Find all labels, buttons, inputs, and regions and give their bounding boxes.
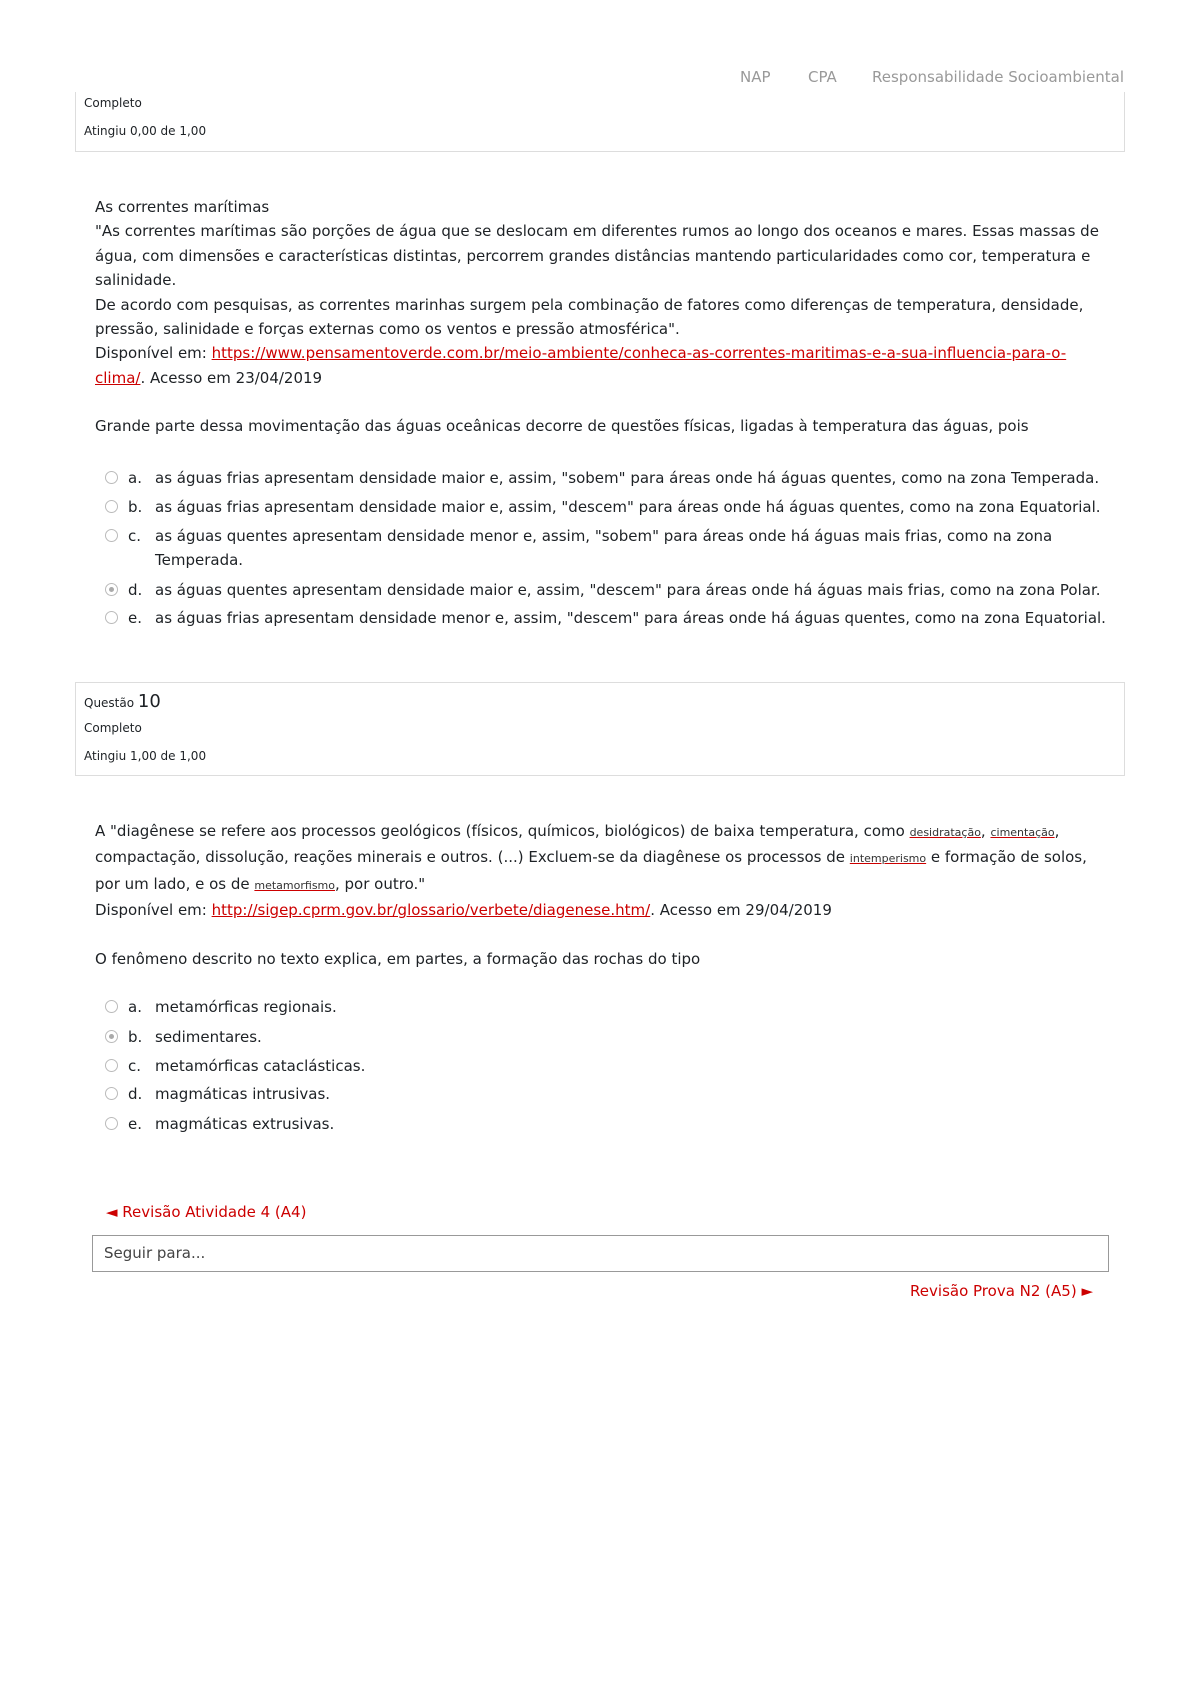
next-activity-link[interactable]: Revisão Prova N2 (A5) ► — [910, 1282, 1093, 1300]
question-10-text — [95, 819, 1105, 971]
option-text: as águas quentes apresentam densidade menor e, assim, "sobem" para áreas onde há águas mais frias, como na zona Temperada. — [155, 527, 1053, 569]
radio-button[interactable] — [105, 1087, 118, 1100]
question-prompt: Grande parte dessa movimentação das águas oceânicas decorre de questões físicas, ligadas à temperatura das águas, pois — [95, 417, 1029, 436]
option-letter: a. — [128, 469, 142, 487]
nav-responsabilidade[interactable]: Responsabilidade Socioambiental — [872, 68, 1125, 86]
source-label: Disponível em: — [95, 344, 212, 363]
option-letter: c. — [128, 1057, 142, 1075]
paragraph: De acordo com pesquisas, as correntes marinhas surgem pela combinação de fatores como diferenças de temperatura, densidade, pressão, salinidade e forças externas como os ventos e pressão atmosférica". — [95, 295, 1084, 339]
radio-button[interactable] — [105, 500, 118, 513]
option-text: as águas frias apresentam densidade maior e, assim, "sobem" para áreas onde há águas quentes, como na zona Temperada. — [155, 469, 1100, 487]
option-text: as águas quentes apresentam densidade maior e, assim, "descem" para áreas onde há águas mais frias, como na zona Polar. — [155, 581, 1101, 599]
answer-option[interactable] — [105, 1082, 1115, 1106]
status: Completo — [84, 721, 142, 735]
text: , — [980, 822, 991, 840]
radio-button[interactable] — [105, 611, 118, 624]
option-letter: d. — [128, 581, 143, 599]
source — [95, 341, 1105, 390]
option-text: magmáticas intrusivas. — [155, 1085, 331, 1103]
radio-button[interactable] — [105, 529, 118, 542]
access-date: . Acesso em 29/04/2019 — [650, 901, 832, 920]
radio-button[interactable] — [105, 1000, 118, 1013]
answer-option[interactable] — [105, 466, 1115, 490]
source-label: Disponível em: — [95, 901, 212, 920]
text: A "diagênese se refere aos processos geológicos (físicos, químicos, biológicos) de baixa temperatura, como — [95, 822, 910, 840]
paragraph: "As correntes marítimas são porções de água que se deslocam em diferentes rumos ao longo dos oceanos e mares. Essas massas de água, com dimensões e características distintas, percorrem grandes distâncias mantendo particularidades como cor, temperatura e salinidade. — [95, 222, 1099, 290]
question-label: Questão — [84, 696, 135, 710]
option-text: sedimentares. — [155, 1028, 262, 1046]
answer-option[interactable] — [105, 578, 1115, 602]
question-9-info — [75, 92, 1125, 152]
radio-button[interactable] — [105, 1117, 118, 1130]
radio-button[interactable] — [105, 583, 118, 596]
answer-option[interactable] — [105, 995, 1115, 1019]
nav-nap[interactable]: NAP — [740, 68, 771, 86]
question-10-info — [75, 682, 1125, 776]
glossary-link[interactable]: intemperismo — [849, 852, 927, 866]
option-text: as águas frias apresentam densidade menor e, assim, "descem" para áreas onde há águas quentes, como na zona Equatorial. — [155, 609, 1106, 627]
radio-button[interactable] — [105, 471, 118, 484]
answer-option[interactable] — [105, 1112, 1115, 1136]
text: , por outro." — [335, 874, 426, 893]
source-link[interactable]: https://www.pensamentoverde.com.br/meio-ambiente/conheca-as-correntes-maritimas-e-a-sua-influencia-para-o-clima/ — [95, 344, 1067, 387]
option-letter: b. — [128, 1028, 143, 1046]
answer-option[interactable] — [105, 524, 1115, 572]
option-letter: e. — [128, 1115, 142, 1133]
source — [95, 898, 1105, 922]
radio-button[interactable] — [105, 1030, 118, 1043]
radio-button[interactable] — [105, 1059, 118, 1072]
option-text: metamórficas regionais. — [155, 998, 337, 1016]
text: e formação de solos, por um lado, e os de — [95, 848, 1087, 893]
option-letter: c. — [128, 527, 142, 545]
paragraph — [95, 819, 1105, 898]
answer-option[interactable] — [105, 606, 1115, 630]
status: Completo — [84, 96, 142, 110]
glossary-link[interactable]: cimentação — [990, 826, 1055, 839]
grade: Atingiu 0,00 de 1,00 — [84, 124, 207, 138]
jump-to-select[interactable]: Seguir para... — [92, 1235, 1109, 1272]
text-title: As correntes marítimas — [95, 198, 270, 216]
option-letter: a. — [128, 998, 142, 1016]
nav-cpa[interactable]: CPA — [808, 68, 837, 86]
option-text: as águas frias apresentam densidade maior e, assim, "descem" para áreas onde há águas quentes, como na zona Equatorial. — [155, 498, 1101, 516]
question-number: 10 — [137, 691, 161, 712]
question-9-text — [95, 195, 1105, 439]
answer-option[interactable] — [105, 1025, 1115, 1049]
source-link[interactable]: http://sigep.cprm.gov.br/glossario/verbete/diagenese.htm/ — [211, 901, 651, 920]
option-letter: e. — [128, 609, 142, 627]
option-text: magmáticas extrusivas. — [155, 1115, 335, 1133]
question-prompt: O fenômeno descrito no texto explica, em partes, a formação das rochas do tipo — [95, 949, 701, 968]
glossary-link[interactable]: metamorfismo — [254, 878, 335, 892]
answer-option[interactable] — [105, 1054, 1115, 1078]
option-letter: d. — [128, 1085, 143, 1103]
answer-option[interactable] — [105, 495, 1115, 519]
access-date: . Acesso em 23/04/2019 — [140, 368, 323, 387]
prev-activity-link[interactable]: ◄ Revisão Atividade 4 (A4) — [106, 1203, 307, 1221]
option-text: metamórficas cataclásticas. — [155, 1057, 366, 1075]
text: , compactação, dissolução, reações minerais e outros. (...) Excluem-se da diagênese os processos de — [95, 822, 1060, 867]
grade: Atingiu 1,00 de 1,00 — [84, 749, 207, 763]
option-letter: b. — [128, 498, 143, 516]
glossary-link[interactable]: desidratação — [909, 826, 981, 839]
